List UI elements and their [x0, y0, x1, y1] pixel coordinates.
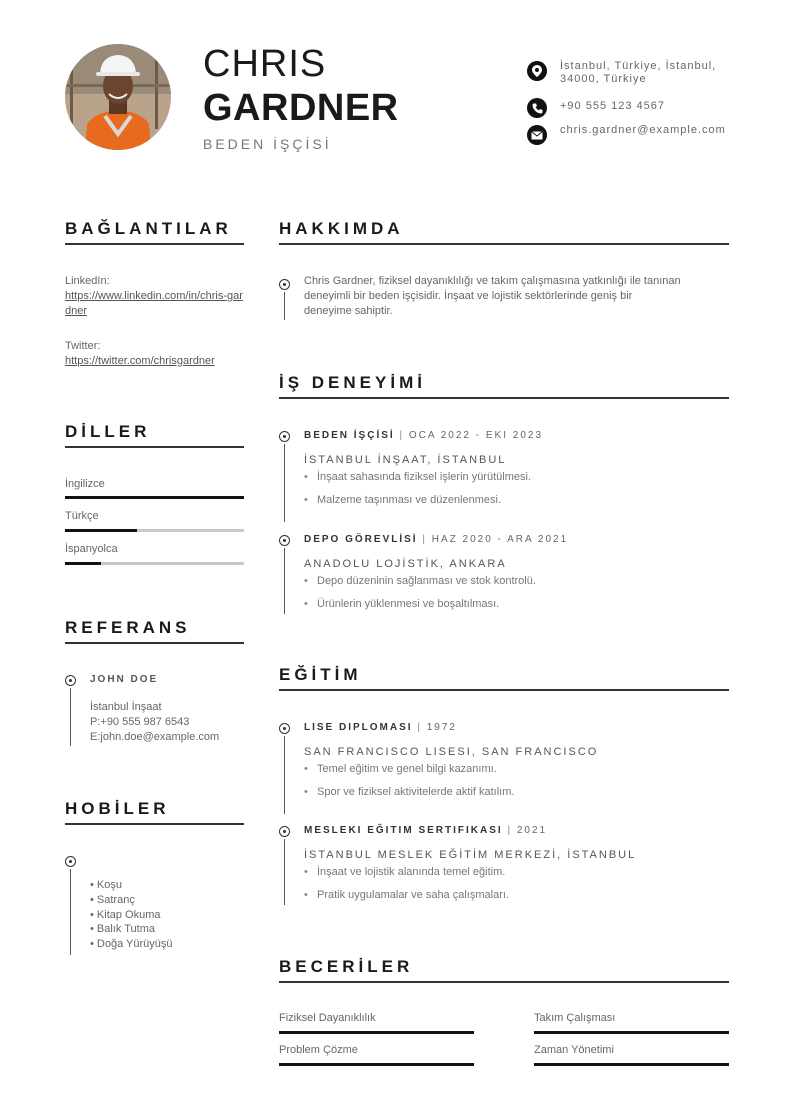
timeline-line: [284, 736, 285, 814]
last-name: GARDNER: [203, 87, 399, 129]
phone-text: +90 555 123 4567: [560, 100, 666, 112]
education-school: SAN FRANCISCO LISESI, SAN FRANCISCO: [304, 746, 599, 758]
education-bullet: • Pratik uygulamalar ve saha çalışmaları.: [317, 889, 509, 901]
timeline-line: [70, 869, 71, 955]
about-divider: [279, 243, 729, 245]
language-level-bar: [65, 529, 244, 532]
linkedin-label: LinkedIn:: [65, 275, 110, 287]
first-name: CHRIS: [203, 43, 327, 85]
reference-email: E:john.doe@example.com: [90, 731, 220, 743]
timeline-bullet-icon: [65, 856, 76, 867]
hobby-item: • Balık Tutma: [90, 923, 155, 935]
timeline-line: [284, 444, 285, 522]
hobby-item: • Kitap Okuma: [90, 909, 161, 921]
language-level-fill: [65, 496, 244, 499]
twitter-label: Twitter:: [65, 340, 101, 352]
job-heading: BEDEN İŞÇİSİ | OCA 2022 - EKI 2023: [304, 430, 544, 441]
about-text-line: Chris Gardner, fiziksel dayanıklılığı ve takım çalışmasına yatkınlığı ile tanınan: [304, 275, 681, 287]
education-degree: LISE DIPLOMASI: [304, 722, 413, 733]
twitter-url[interactable]: https://twitter.com/chrisgardner: [65, 355, 215, 367]
education-divider: [279, 689, 729, 691]
education-section-title: EĞİTİM: [279, 665, 362, 684]
contact-email[interactable]: [527, 124, 727, 145]
job-bullet: • Depo düzeninin sağlanması ve stok kontrolü.: [317, 575, 536, 587]
skill-level-fill: [279, 1031, 474, 1034]
email-text: chris.gardner@example.com: [560, 124, 726, 136]
skill-name: Fiziksel Dayanıklılık: [279, 1012, 376, 1024]
education-heading: MESLEKI EĞITIM SERTIFIKASI | 2021: [304, 825, 548, 836]
skill-level-bar: [534, 1063, 729, 1066]
language-level-bar: [65, 562, 244, 565]
language-level-bar: [65, 496, 244, 499]
hobby-item: • Koşu: [90, 879, 122, 891]
languages-section-title: DİLLER: [65, 422, 151, 441]
address-text: İstanbul, Türkiye, İstanbul, 34000, Türkiye: [560, 60, 717, 85]
phone-icon: [527, 98, 547, 118]
timeline-bullet-icon: [279, 535, 290, 546]
job-company: İSTANBUL İNŞAAT, İSTANBUL: [304, 454, 507, 466]
timeline-line: [70, 688, 71, 746]
skill-name: Zaman Yönetimi: [534, 1044, 614, 1056]
contact-phone: [527, 97, 727, 118]
education-degree: MESLEKI EĞITIM SERTIFIKASI: [304, 825, 503, 836]
envelope-icon: [527, 125, 547, 145]
location-pin-icon: [527, 61, 547, 81]
reference-name: JOHN DOE: [90, 674, 159, 685]
skills-divider: [279, 981, 729, 983]
reference-phone: P:+90 555 987 6543: [90, 716, 190, 728]
education-bullet: • İnşaat ve lojistik alanında temel eğitim.: [317, 866, 505, 878]
hobbies-divider: [65, 823, 244, 825]
job-bullet: • Ürünlerin yüklenmesi ve boşaltılması.: [317, 598, 499, 610]
references-divider: [65, 642, 244, 644]
twitter-link[interactable]: [65, 354, 215, 369]
experience-section-title: İŞ DENEYİMİ: [279, 373, 426, 392]
job-date: OCA 2022 - EKI 2023: [408, 430, 544, 441]
about-text-line: deneyime sahiptir.: [304, 305, 393, 317]
contact-address: [527, 60, 727, 86]
job-title: BEDEN İŞÇİSİ: [203, 136, 332, 152]
job-company: ANADOLU LOJİSTİK, ANKARA: [304, 558, 507, 570]
skill-level-fill: [534, 1031, 729, 1034]
language-level-fill: [65, 529, 137, 532]
job-bullet: • Malzeme taşınması ve düzenlenmesi.: [317, 494, 501, 506]
about-text-line: deneyimli bir beden işçisidir. İnşaat ve lojistik sektörlerinde geniş bir: [304, 290, 633, 302]
skill-level-bar: [279, 1063, 474, 1066]
education-school: İSTANBUL MESLEK EĞİTİM MERKEZİ, İSTANBUL: [304, 849, 637, 861]
skill-level-bar: [279, 1031, 474, 1034]
about-section-title: HAKKIMDA: [279, 219, 404, 238]
skill-level-fill: [279, 1063, 474, 1066]
timeline-line: [284, 292, 285, 320]
timeline-line: [284, 548, 285, 614]
skill-level-fill: [534, 1063, 729, 1066]
linkedin-link[interactable]: [65, 289, 244, 319]
timeline-bullet-icon: [279, 826, 290, 837]
job-bullet: • İnşaat sahasında fiziksel işlerin yürütülmesi.: [317, 471, 531, 483]
references-section-title: REFERANS: [65, 618, 191, 637]
languages-divider: [65, 446, 244, 448]
links-section-title: BAĞLANTILAR: [65, 219, 232, 238]
language-name: İngilizce: [65, 478, 105, 490]
hobby-item: • Satranç: [90, 894, 135, 906]
reference-company: İstanbul İnşaat: [90, 701, 162, 713]
skill-level-bar: [534, 1031, 729, 1034]
skill-name: Takım Çalışması: [534, 1012, 616, 1024]
language-name: Türkçe: [65, 510, 99, 522]
hobby-item: • Doğa Yürüyüşü: [90, 938, 173, 950]
job-heading: DEPO GÖREVLİSİ | HAZ 2020 - ARA 2021: [304, 534, 569, 545]
hobbies-section-title: HOBİLER: [65, 799, 170, 818]
job-role: DEPO GÖREVLİSİ: [304, 534, 418, 545]
timeline-line: [284, 839, 285, 905]
timeline-bullet-icon: [279, 279, 290, 290]
education-bullet: • Temel eğitim ve genel bilgi kazanımı.: [317, 763, 497, 775]
education-date: 2021: [516, 825, 548, 836]
education-date: 1972: [426, 722, 457, 733]
education-heading: LISE DIPLOMASI | 1972: [304, 722, 457, 733]
job-role: BEDEN İŞÇİSİ: [304, 430, 395, 441]
profile-photo: [65, 44, 171, 150]
job-date: HAZ 2020 - ARA 2021: [431, 534, 569, 545]
language-name: İspanyolca: [65, 543, 118, 555]
links-divider: [65, 243, 244, 245]
linkedin-url[interactable]: https://www.linkedin.com/in/chris-gardner: [65, 290, 243, 317]
timeline-bullet-icon: [279, 431, 290, 442]
language-level-fill: [65, 562, 101, 565]
skills-section-title: BECERİLER: [279, 957, 414, 976]
education-bullet: • Spor ve fiziksel aktivitelerde aktif katılım.: [317, 786, 514, 798]
skill-name: Problem Çözme: [279, 1044, 358, 1056]
experience-divider: [279, 397, 729, 399]
timeline-bullet-icon: [65, 675, 76, 686]
timeline-bullet-icon: [279, 723, 290, 734]
